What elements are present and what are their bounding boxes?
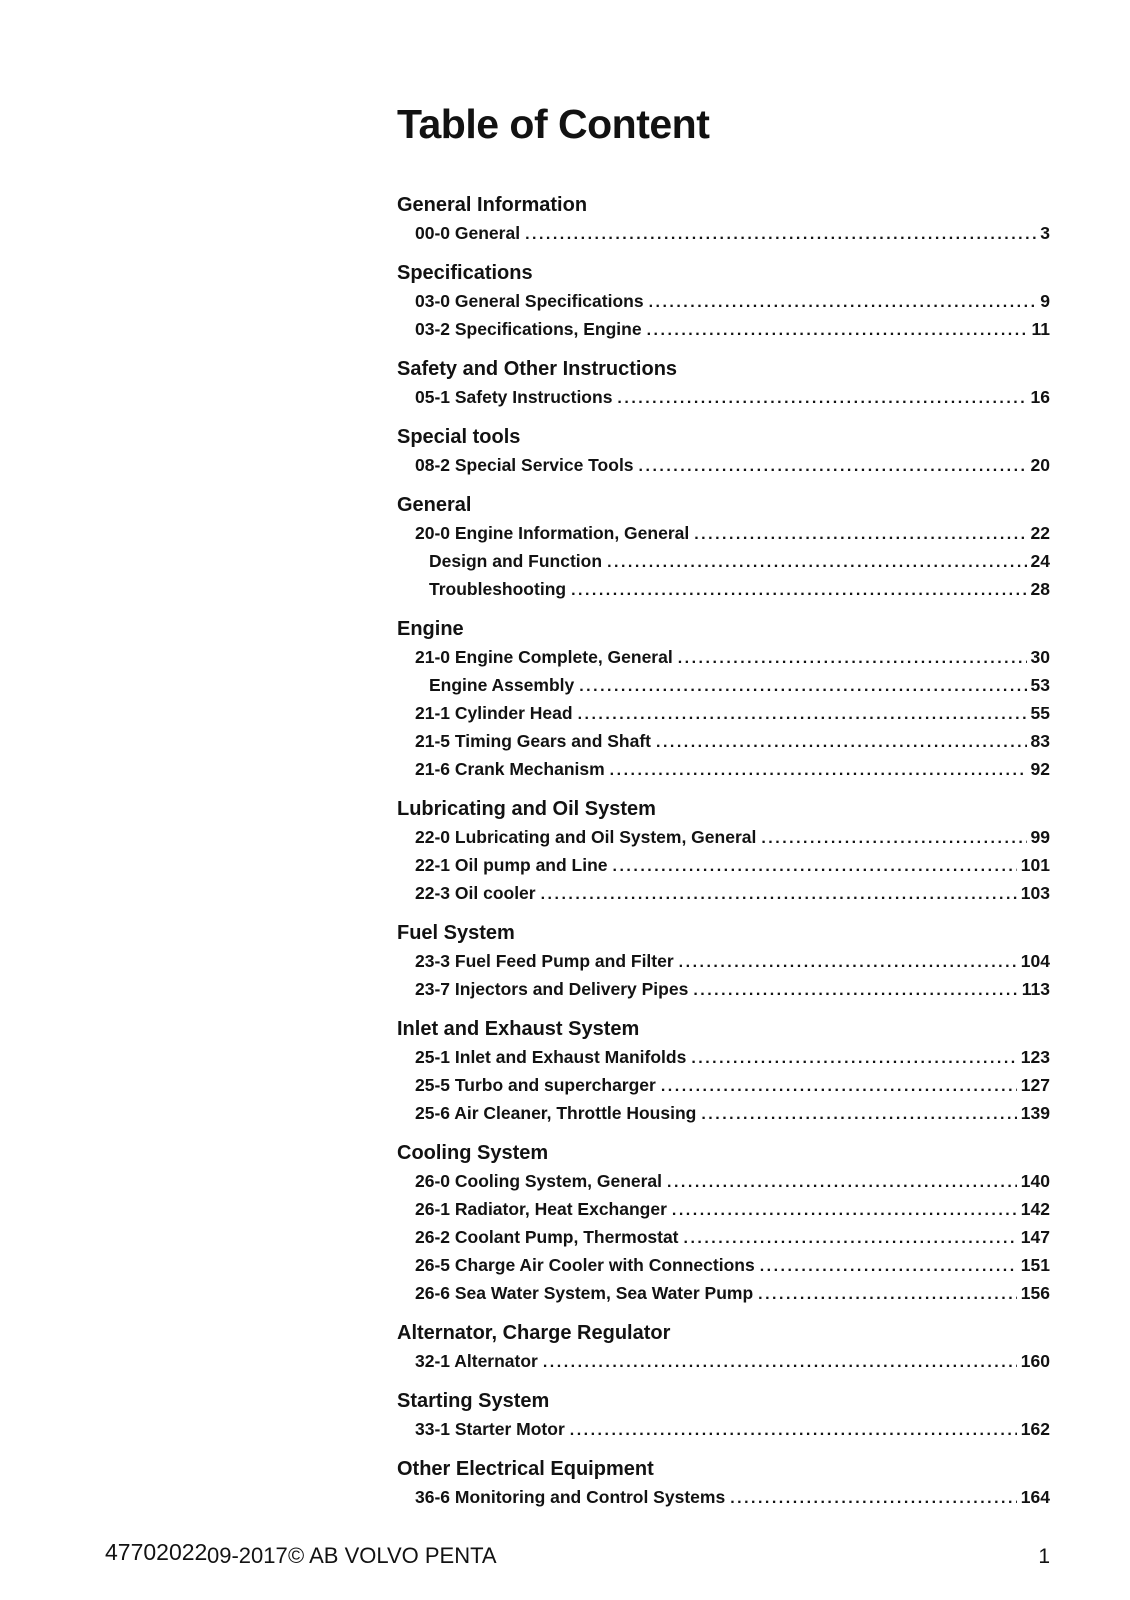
entry-label: 26-6 Sea Water System, Sea Water Pump: [415, 1283, 754, 1303]
entry-page-number: 151: [1020, 1255, 1050, 1275]
section-heading: Specifications: [397, 262, 533, 284]
entry-page-number: 160: [1020, 1351, 1050, 1371]
entry-page-number: 127: [1020, 1075, 1050, 1095]
entry-page-number: 147: [1020, 1227, 1050, 1247]
entry-label: Design and Function: [429, 551, 603, 571]
entry-page-number: 104: [1020, 951, 1050, 971]
entry-page-number: 11: [1031, 319, 1050, 339]
footer-page-number: 1: [1038, 1545, 1050, 1568]
section-heading: General Information: [397, 194, 588, 216]
entry-label: 20-0 Engine Information, General: [415, 523, 690, 543]
section-heading: Safety and Other Instructions: [397, 358, 678, 380]
section-heading: General: [397, 494, 472, 516]
entry-label: 26-0 Cooling System, General: [415, 1171, 663, 1191]
section-heading: Fuel System: [397, 922, 515, 944]
entry-page-number: 53: [1030, 675, 1050, 695]
entry-label: 00-0 General: [415, 223, 521, 243]
section-heading: Other Electrical Equipment: [397, 1458, 654, 1480]
entry-label: 21-5 Timing Gears and Shaft: [415, 731, 651, 751]
entry-page-number: 162: [1020, 1419, 1050, 1439]
entry-label: Troubleshooting: [429, 579, 567, 599]
section-heading: Alternator, Charge Regulator: [397, 1322, 671, 1344]
entry-label: 25-6 Air Cleaner, Throttle Housing: [415, 1103, 697, 1123]
entry-label: 05-1 Safety Instructions: [415, 387, 613, 407]
entry-page-number: 139: [1020, 1103, 1050, 1123]
entry-page-number: 101: [1020, 855, 1050, 875]
entry-label: 03-0 General Specifications: [415, 291, 644, 311]
entry-page-number: 9: [1040, 291, 1050, 311]
section-heading: Cooling System: [397, 1142, 549, 1164]
entry-label: 22-1 Oil pump and Line: [415, 855, 608, 875]
entry-page-number: 3: [1040, 223, 1050, 243]
entry-label: 25-5 Turbo and supercharger: [415, 1075, 656, 1095]
entry-label: 23-7 Injectors and Delivery Pipes: [415, 979, 689, 999]
page-title: Table of Content: [397, 101, 710, 147]
entry-page-number: 156: [1020, 1283, 1050, 1303]
entry-label: 26-1 Radiator, Heat Exchanger: [415, 1199, 667, 1219]
entry-page-number: 92: [1030, 759, 1050, 779]
entry-page-number: 83: [1030, 731, 1050, 751]
entry-page-number: 24: [1030, 551, 1050, 571]
entry-page-number: 30: [1030, 647, 1050, 667]
entry-page-number: 123: [1020, 1047, 1050, 1067]
entry-label: 23-3 Fuel Feed Pump and Filter: [415, 951, 674, 971]
entry-label: 22-3 Oil cooler: [415, 883, 536, 903]
entry-label: 08-2 Special Service Tools: [415, 455, 634, 475]
entry-label: 26-2 Coolant Pump, Thermostat: [415, 1227, 679, 1247]
footer-date: 09-2017: [207, 1543, 288, 1568]
entry-page-number: 28: [1030, 579, 1050, 599]
entry-label: 36-6 Monitoring and Control Systems: [415, 1487, 726, 1507]
footer-copyright: © AB VOLVO PENTA: [288, 1543, 497, 1568]
entry-page-number: 103: [1020, 883, 1050, 903]
section-heading: Engine: [397, 618, 464, 640]
entry-label: 21-1 Cylinder Head: [415, 703, 573, 723]
entry-page-number: 142: [1020, 1199, 1050, 1219]
footer-doc-number: 47702022: [105, 1539, 208, 1565]
section-heading: Inlet and Exhaust System: [397, 1018, 640, 1040]
entry-label: 03-2 Specifications, Engine: [415, 319, 642, 339]
entry-page-number: 113: [1021, 979, 1050, 999]
entry-label: 33-1 Starter Motor: [415, 1419, 565, 1439]
entry-page-number: 99: [1030, 827, 1050, 847]
entry-page-number: 20: [1030, 455, 1050, 475]
entry-label: 21-0 Engine Complete, General: [415, 647, 673, 667]
entry-label: 22-0 Lubricating and Oil System, General: [415, 827, 757, 847]
entry-page-number: 16: [1030, 387, 1050, 407]
section-heading: Special tools: [397, 426, 521, 448]
entry-label: 21-6 Crank Mechanism: [415, 759, 605, 779]
entry-label: 25-1 Inlet and Exhaust Manifolds: [415, 1047, 687, 1067]
entry-label: Engine Assembly: [429, 675, 575, 695]
section-heading: Starting System: [397, 1390, 550, 1412]
entry-page-number: 164: [1020, 1487, 1050, 1507]
entry-page-number: 55: [1030, 703, 1050, 723]
section-heading: Lubricating and Oil System: [397, 798, 656, 820]
entry-page-number: 140: [1020, 1171, 1050, 1191]
entry-label: 26-5 Charge Air Cooler with Connections: [415, 1255, 755, 1275]
entry-label: 32-1 Alternator: [415, 1351, 538, 1371]
entry-page-number: 22: [1030, 523, 1050, 543]
